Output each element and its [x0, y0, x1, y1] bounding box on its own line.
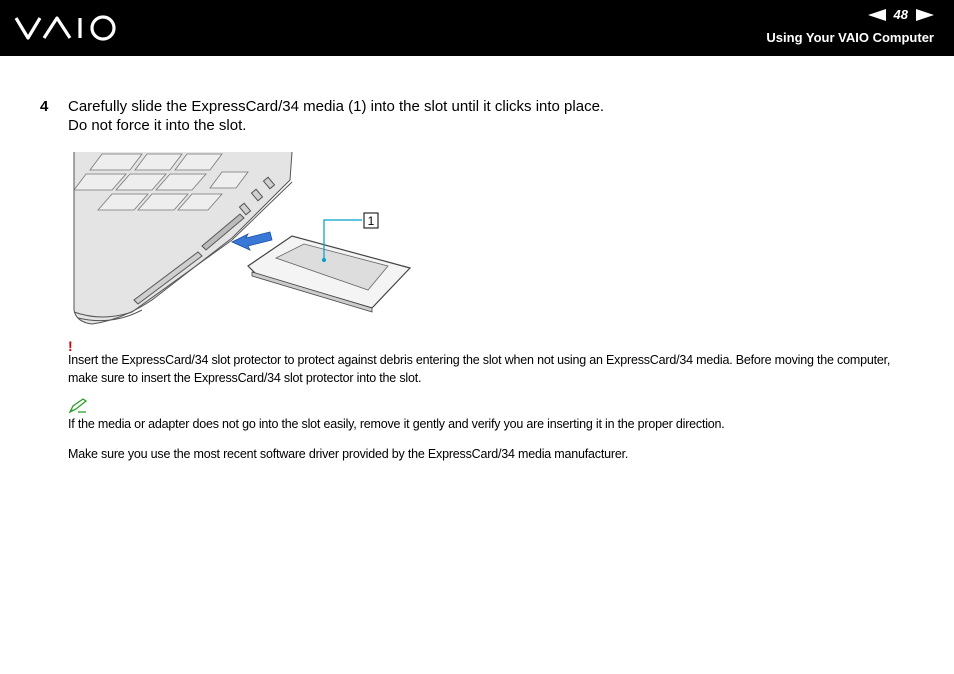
page-header — [0, 0, 954, 56]
step-text — [68, 97, 768, 135]
step-line-1: Carefully slide the ExpressCard/34 media (1) into the slot until it clicks into place. — [68, 98, 605, 115]
page-navigation — [868, 7, 934, 22]
step-number: 4 — [40, 98, 49, 115]
step-line-2: Do not force it into the slot. — [68, 117, 247, 134]
page-number: 48 — [893, 7, 908, 22]
next-page-arrow-icon[interactable] — [916, 9, 934, 21]
driver-note: Make sure you use the most recent software driver provided by the ExpressCard/34 media manufacturer. — [68, 447, 629, 461]
tip-note: If the media or adapter does not go into the slot easily, remove it gently and verify you are inserting it in the proper direction. — [68, 417, 725, 431]
vaio-logo — [14, 14, 120, 42]
callout-label: 1 — [367, 214, 375, 228]
expresscard-insertion-illustration — [72, 150, 417, 330]
previous-page-arrow-icon[interactable] — [868, 9, 886, 21]
note-pencil-icon — [68, 398, 88, 414]
section-title: Using Your VAIO Computer — [766, 30, 934, 45]
warning-icon: ! — [68, 338, 73, 354]
expresscard-media — [248, 236, 410, 312]
warning-note: Insert the ExpressCard/34 slot protector to protect against debris entering the slot when not using an ExpressCard/34 media. Before moving the computer, make sure to insert the ExpressCard/34 slot protector into the slot. — [68, 353, 891, 385]
